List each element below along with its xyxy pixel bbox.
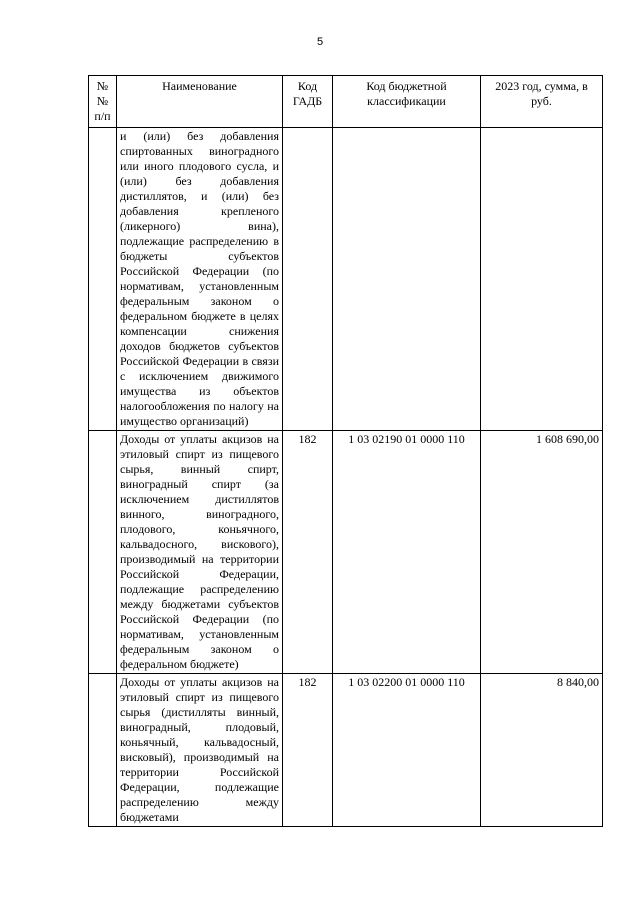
row-gadb-cell: 182: [283, 674, 333, 827]
row-name-cell: Доходы от уплаты акцизов на этиловый спирт из пищевого сырья, винный спирт, виноградный спирт (за исключением дистиллятов винного, виноградного, плодового, коньячного, кальвадосного, вискового), производимый на территории Российской Федерации, подлежащие распределению между бюджетами субъектов Российской Федерации (по нормативам, установленным федеральным законом о федеральном бюджете): [117, 431, 283, 674]
table-row: [89, 674, 603, 827]
row-gadb-cell: 182: [283, 431, 333, 674]
row-name-cell: Доходы от уплаты акцизов на этиловый спирт из пищевого сырья (дистилляты винный, виноградный, плодовый, коньячный, кальвадосный, висковый), производимый на территории Российской Федерации, подлежащие распределению между бюджетами: [117, 674, 283, 827]
row-sum-cell: 8 840,00: [481, 674, 603, 827]
header-sum-2023: 2023 год, сумма, в руб.: [481, 76, 603, 128]
header-num: №№ п/п: [89, 76, 117, 128]
header-budget-code: Код бюджетной классификации: [333, 76, 481, 128]
row-sum-cell: 1 608 690,00: [481, 431, 603, 674]
row-num-cell: [89, 674, 117, 827]
row-gadb-cell: [283, 128, 333, 431]
row-num-cell: [89, 128, 117, 431]
row-budget-code-cell: 1 03 02200 01 0000 110: [333, 674, 481, 827]
page-number: 5: [316, 36, 324, 48]
budget-table: [88, 75, 603, 827]
table-header-row: [89, 76, 603, 128]
table-row: [89, 128, 603, 431]
table-row: [89, 431, 603, 674]
row-num-cell: [89, 431, 117, 674]
row-budget-code-cell: 1 03 02190 01 0000 110: [333, 431, 481, 674]
row-budget-code-cell: [333, 128, 481, 431]
row-name-cell: и (или) без добавления спиртованных виноградного или иного плодового сусла, и (или) без добавления дистиллятов, и (или) без добавления крепленого (ликерного) вина), подлежащие распределению в бюджеты субъектов Российской Федерации (по нормативам, установленным федеральным законом о федеральном бюджете в целях компенсации снижения доходов бюджетов субъектов Российской Федерации в связи с исключением движимого имущества из объектов налогообложения по налогу на имущество организаций): [117, 128, 283, 431]
header-gadb: Код ГАДБ: [283, 76, 333, 128]
row-sum-cell: [481, 128, 603, 431]
header-name: Наименование: [117, 76, 283, 128]
